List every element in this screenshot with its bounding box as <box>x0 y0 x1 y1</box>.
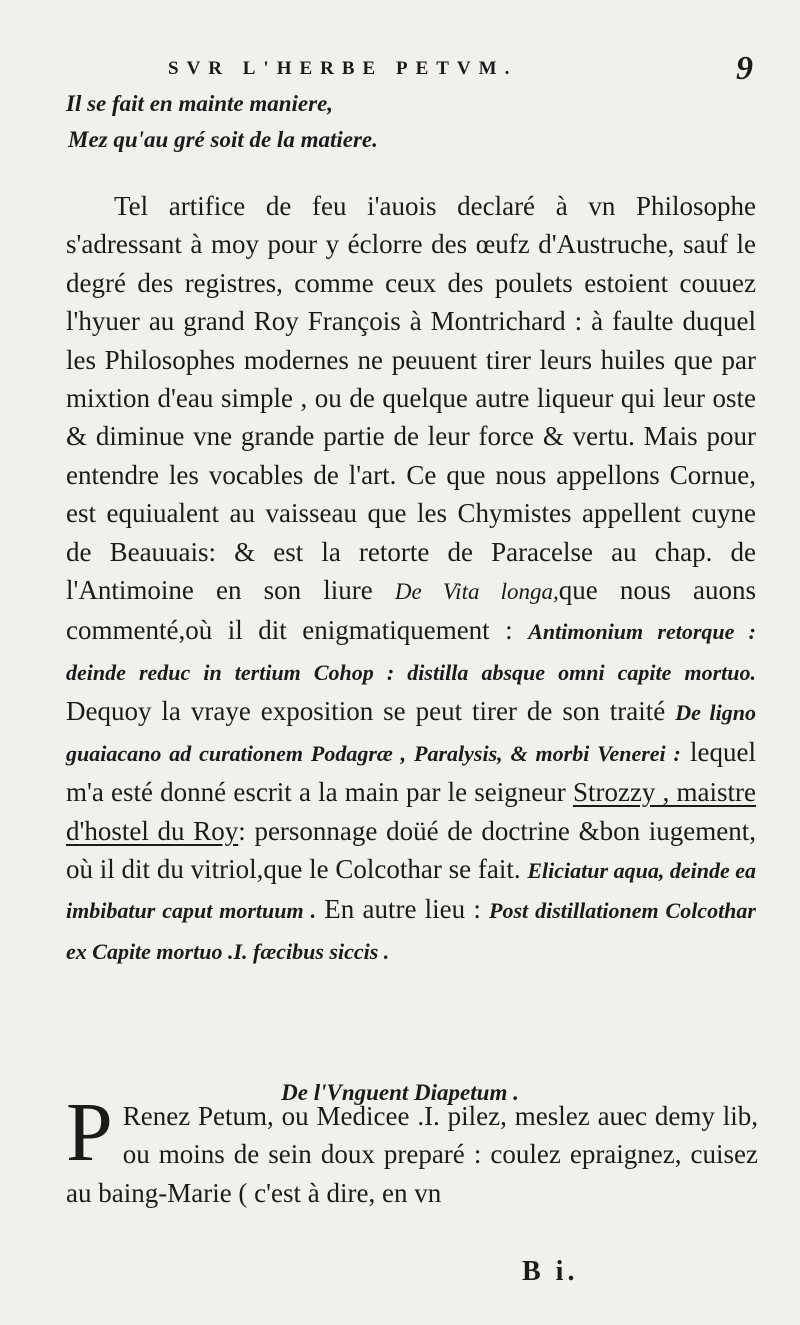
latin-quote: Eliciatur aqua, deinde ea imbibatur caput mortuum . <box>66 857 757 924</box>
verse-line: Il se fait en mainte maniere, <box>66 91 334 116</box>
paragraph-text: que nous auons commenté,où il dit enigmatiquement : <box>66 575 756 646</box>
paragraph-text: Dequoy la vraye exposition se peut tirer de son traité <box>66 696 666 727</box>
paragraph-text: : personnage doüé de doctrine &bon iugement, où il dit du vitriol,que le Colcothar se fait. <box>66 815 756 884</box>
underlined-name: Strozzy , maistre d'hostel du Roy <box>66 777 757 846</box>
verse-line: Mez qu'au gré soit de la matiere. <box>68 127 378 152</box>
paragraph-text: lequel m'a esté donné escrit a la main par le seigneur <box>66 736 756 808</box>
book-title-latin: De Vita longa, <box>394 579 559 605</box>
paragraph-text: En autre lieu : <box>324 894 481 925</box>
paragraph-text: Tel artifice de feu i'auois declaré à vn Philosophe s'adressant à moy pour y éclorre des œufz d'Austruche, sauf le degré des registres, comme ceux des poulets estoient couuez l'hyuer au grand Roy François à Montrichard : à faulte duquel les Philosophes modernes ne peuuent tirer leurs huiles que par mixtion d'eau simple , ou de quelque autre liqueur qui leur oste & diminue vne grande partie de leur force & vertu. Mais pour entendre les vocables de l'art. Ce que nous appellons Cornue, est equiualent au vaisseau que les Chymistes appellent cuyne de Beauuais: & est la retorte de Paracelse au chap. de l'Antimoine en son liure <box>66 191 756 606</box>
running-title: SVR L'HERBE PETVM. <box>168 58 518 79</box>
latin-quote: Post distillationem Colcothar ex Capite mortuo .I. fæcibus siccis . <box>66 898 756 964</box>
latin-quote: Antimonium retorque : deinde reduc in tertium Cohop : distilla absque omni capite mortuo. <box>66 619 756 685</box>
verse-couplet <box>66 86 378 158</box>
treatise-title-latin: De ligno guaiacano ad curationem Podagræ , Paralysis, & morbi Venerei : <box>66 700 756 766</box>
signature-mark: B i. <box>522 1256 579 1287</box>
section-heading: De l'Vnguent Diapetum . <box>281 1080 519 1105</box>
page-number: 9 <box>736 50 753 87</box>
main-paragraph <box>66 187 756 971</box>
recipe-text: Renez Petum, ou Medicee .I. pilez, meslez auec demy lib, ou moins de sein doux preparé : coulez epraignez, cuisez au baing-Marie ( c'est à dire, en vn <box>66 1101 758 1208</box>
drop-cap: P <box>66 1086 113 1179</box>
